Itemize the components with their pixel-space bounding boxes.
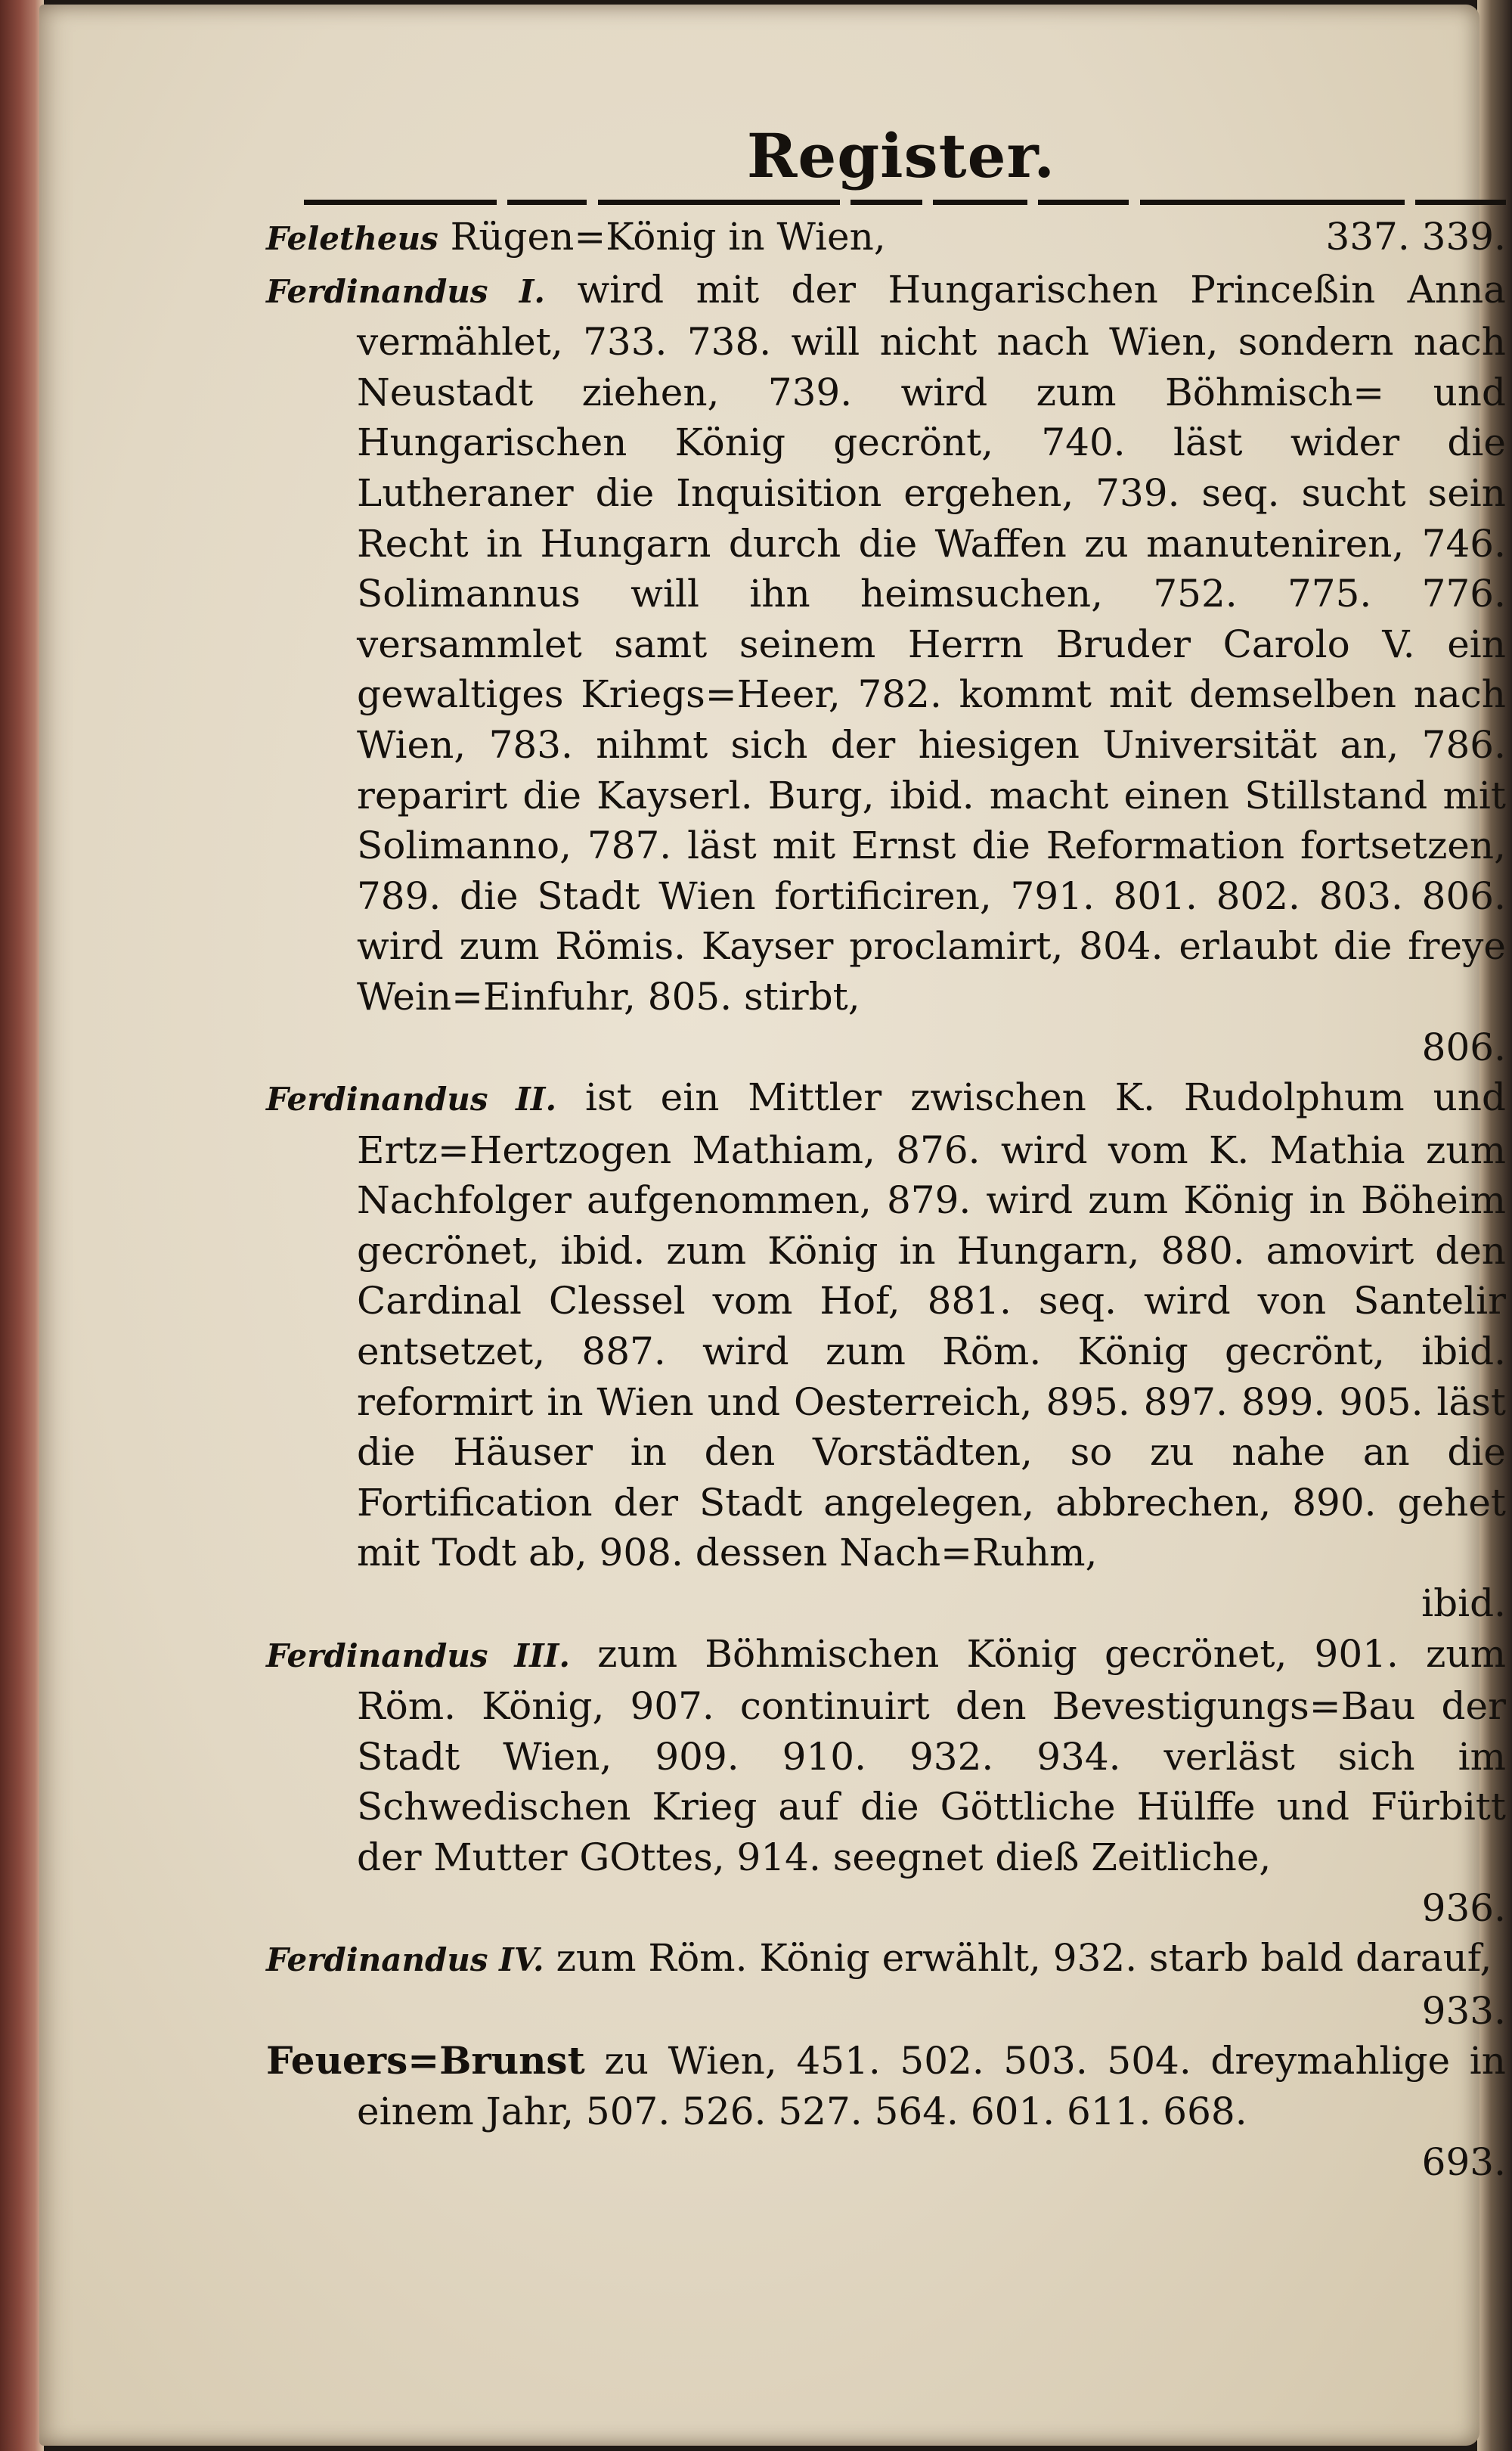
entry-page-ref: 936. <box>1421 1885 1506 1930</box>
register-entry-ferdinandus-1 <box>266 265 1506 1073</box>
entry-headword: Ferdinandus I. <box>266 272 545 310</box>
entry-page-ref: 337. 339. <box>1325 215 1506 259</box>
rule-segment <box>1038 200 1129 205</box>
entry-text: wird mit der Hungarischen Princeßin Anna vermählet, 733. 738. will nicht nach Wien, sondern nach Neustadt ziehen, 739. wird zum Böhmisch= und Hungarischen König gecrönt, 740. läst wider die Lutheraner die Inquisition ergehen, 739. seq. sucht sein Recht in Hungarn durch die Waffen zu manuteniren, 746. Solimannus will ihn heimsuchen, 752. 775. 776. versammlet samt seinem Herrn Bruder Carolo V. ein gewaltiges Kriegs=Heer, 782. kommt mit demselben nach Wien, 783. nihmt sich der hiesigen Universität an, 786. reparirt die Kayserl. Burg, ibid. macht einen Stillstand mit Solimanno, 787. läst mit Ernst die Reformation fortsetzen, 789. die Stadt Wien fortificiren, 791. 801. 802. 803. 806. wird zum Römis. Kayser proclamirt, 804. erlaubt die freye Wein=Einfuhr, 805. stirbt, <box>357 267 1506 1019</box>
rule-segment <box>1140 200 1405 205</box>
register-entries <box>266 212 1506 2187</box>
register-entry-feuers-brunst <box>266 2036 1506 2187</box>
rule-segment <box>507 200 587 205</box>
page-content <box>266 118 1506 2187</box>
entry-headword: Feletheus <box>266 220 438 257</box>
register-entry-ferdinandus-2 <box>266 1072 1506 1629</box>
entry-page-ref: 806. <box>1421 1025 1506 1069</box>
entry-text: zu Wien, 451. 502. 503. 504. dreymahlige in einem Jahr, 507. 526. 527. 564. 601. 611. 668. <box>357 2039 1506 2133</box>
rule-segment <box>304 200 497 205</box>
entry-headword: Ferdinandus III. <box>266 1637 570 1674</box>
page-title: Register. <box>746 120 1056 191</box>
rule-segment <box>598 200 840 205</box>
entry-headword: Ferdinandus IV. <box>266 1941 544 1979</box>
rule-segment <box>850 200 922 205</box>
entry-headword: Feuers=Brunst <box>266 2038 585 2083</box>
entry-text: Rügen=König in Wien, <box>450 215 886 259</box>
rule-segment <box>933 200 1027 205</box>
register-entry-ferdinandus-3 <box>266 1629 1506 1934</box>
register-entry-feletheus <box>266 212 1506 265</box>
entry-page-ref: 693. <box>1421 2139 1506 2184</box>
book-spine-edge <box>0 0 44 2451</box>
title-rule <box>304 200 1506 207</box>
entry-page-ref: 933. <box>1421 1988 1506 2033</box>
entry-page-ref: ibid. <box>1421 1581 1506 1626</box>
book-page <box>39 5 1506 2446</box>
rule-segment <box>1415 200 1506 205</box>
entry-text: ist ein Mittler zwischen K. Rudolphum und Ertz=Hertzogen Mathiam, 876. wird vom K. Mathia zum Nachfolger aufgenommen, 879. wird zum König in Böheim gecrönet, ibid. zum König in Hungarn, 880. amovirt den Cardinal Clessel vom Hof, 881. seq. wird von Santelir entsetzet, 887. wird zum Röm. König gecrönt, ibid. reformirt in Wien und Oesterreich, 895. 897. 899. 905. läst die Häuser in den Vorstädten, so zu nahe an die Fortification der Stadt angelegen, abbrechen, 890. gehet mit Todt ab, 908. dessen Nach=Ruhm, <box>357 1075 1506 1575</box>
register-entry-ferdinandus-4 <box>266 1933 1506 2036</box>
entry-headword: Ferdinandus II. <box>266 1081 557 1118</box>
entry-text: zum Böhmischen König gecrönet, 901. zum Röm. König, 907. continuirt den Bevestigungs=Bau der Stadt Wien, 909. 910. 932. 934. verläst sich im Schwedischen Krieg auf die Göttliche Hülffe und Fürbitt der Mutter GOttes, 914. seegnet dieß Zeitliche, <box>357 1631 1506 1879</box>
entry-text: zum Röm. König erwählt, 932. starb bald darauf, <box>556 1936 1492 1981</box>
